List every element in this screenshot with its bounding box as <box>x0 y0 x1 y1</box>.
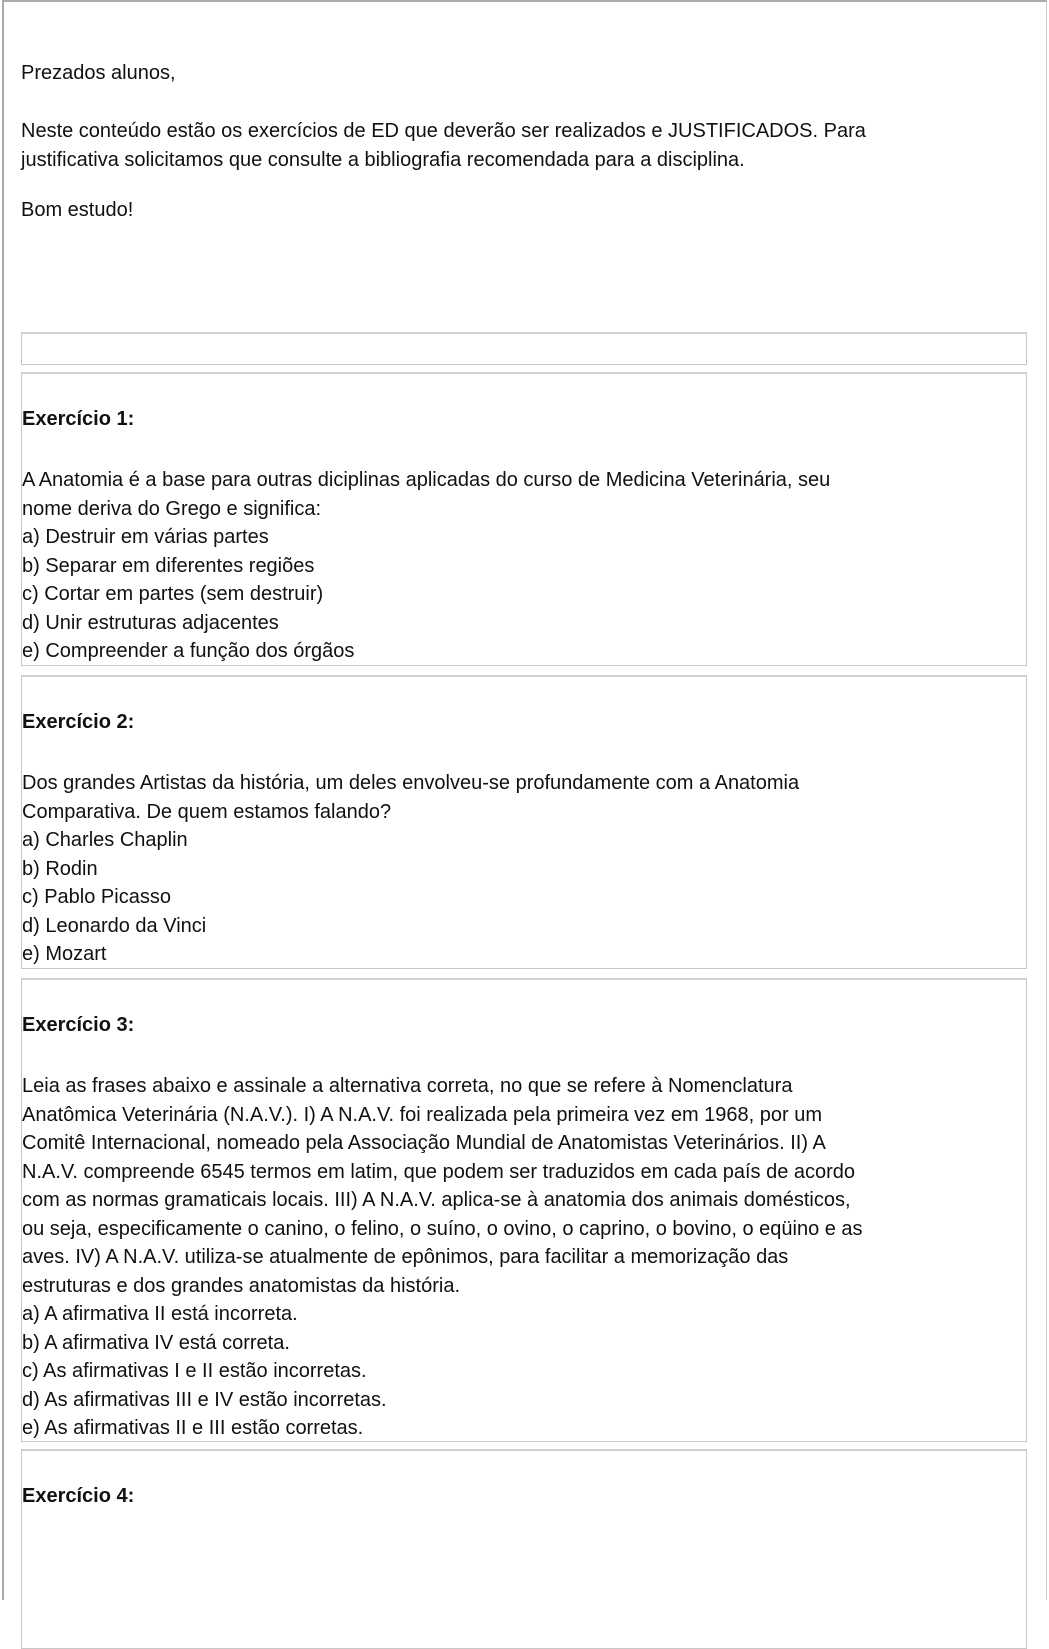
answer-option: b) A afirmativa IV está correta. <box>22 1331 290 1354</box>
answer-option: d) Leonardo da Vinci <box>22 914 207 937</box>
question-line: Comparativa. De quem estamos falando? <box>22 800 392 823</box>
answer-option: a) Destruir em várias partes <box>22 526 269 548</box>
intro-line: Neste conteúdo estão os exercícios de ED que deverão ser realizados e JUSTIFICADOS. Para <box>21 120 866 142</box>
answer-option: c) As afirmativas I e II estão incorretas. <box>22 1360 367 1382</box>
question-line: Dos grandes Artistas da história, um deles envolveu-se profundamente com a Anatomia <box>22 772 800 794</box>
exercise-title: Exercício 1: <box>22 408 135 430</box>
answer-option: a) Charles Chaplin <box>22 829 188 851</box>
question-line: A Anatomia é a base para outras diciplinas aplicadas do curso de Medicina Veterinária, seu <box>22 469 831 491</box>
exercise-2 <box>21 675 1027 969</box>
exercise-4 <box>21 1449 1027 1649</box>
intro-paragraph <box>21 117 866 174</box>
question-line: estruturas e dos grandes anatomistas da história. <box>22 1274 461 1297</box>
answer-option: a) A afirmativa II está incorreta. <box>22 1303 298 1325</box>
intro-line: justificativa solicitamos que consulte a bibliografia recomendada para a disciplina. <box>21 148 745 171</box>
question-line: aves. IV) A N.A.V. utiliza-se atualmente de epônimos, para facilitar a memorização das <box>22 1246 789 1268</box>
exercise-body <box>22 1072 863 1443</box>
exercise-3 <box>21 978 1027 1442</box>
answer-option: e) Compreender a função dos órgãos <box>22 640 355 662</box>
exercise-title: Exercício 3: <box>22 1014 135 1036</box>
exercise-1 <box>21 372 1027 666</box>
question-line: Leia as frases abaixo e assinale a alternativa correta, no que se refere à Nomenclatura <box>22 1075 793 1097</box>
empty-box <box>21 332 1027 365</box>
answer-option: c) Pablo Picasso <box>22 886 171 908</box>
closing: Bom estudo! <box>21 199 134 221</box>
question-line: ou seja, especificamente o canino, o felino, o suíno, o ovino, o caprino, o bovino, o eqüino e as <box>22 1217 863 1240</box>
question-line: Anatômica Veterinária (N.A.V.). I) A N.A.V. foi realizada pela primeira vez em 1968, por um <box>22 1103 823 1126</box>
question-line: nome deriva do Grego e significa: <box>22 497 322 520</box>
exercise-body <box>22 466 830 666</box>
question-line: N.A.V. compreende 6545 termos em latim, que podem ser traduzidos em cada país de acordo <box>22 1160 856 1183</box>
answer-option: e) As afirmativas II e III estão corretas. <box>22 1417 364 1439</box>
exercise-title: Exercício 2: <box>22 711 135 733</box>
answer-option: e) Mozart <box>22 943 107 965</box>
exercise-body <box>22 769 799 969</box>
question-line: com as normas gramaticais locais. III) A N.A.V. aplica-se à anatomia dos animais domésticos, <box>22 1189 851 1211</box>
question-line: Comitê Internacional, nomeado pela Associação Mundial de Anatomistas Veterinários. II) A <box>22 1132 826 1154</box>
exercise-title: Exercício 4: <box>22 1485 135 1507</box>
answer-option: c) Cortar em partes (sem destruir) <box>22 583 324 605</box>
answer-option: d) As afirmativas III e IV estão incorretas. <box>22 1388 387 1411</box>
answer-option: b) Rodin <box>22 857 98 880</box>
answer-option: d) Unir estruturas adjacentes <box>22 611 279 634</box>
answer-option: b) Separar em diferentes regiões <box>22 554 315 577</box>
greeting: Prezados alunos, <box>21 62 176 84</box>
